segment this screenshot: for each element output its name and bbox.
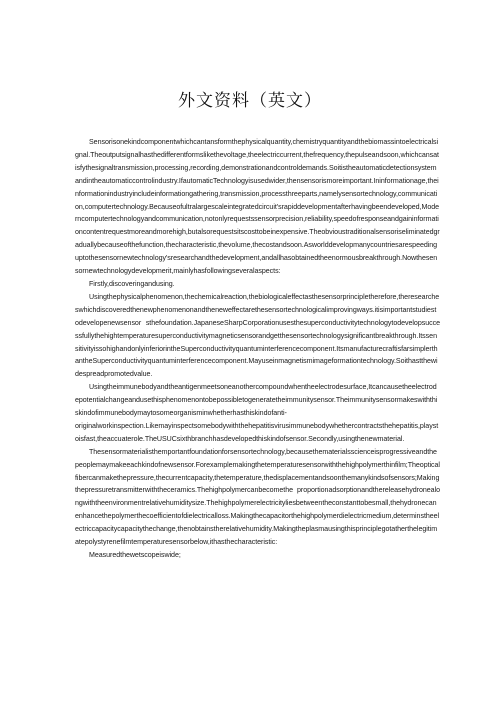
- page-title: 外文资料（英文）: [178, 91, 322, 111]
- paragraph-3: Usingthephysicalphenomenon,thechemicalreaction,thebiologicaleffectasthesensorprincipletherefore,theresearcheswhichdiscoveredthenewphenomenonandtheneweffectarethesensortechnologicalimprovingways.itisimportantstudiestodevelopenewsensor sthefoundation.JapaneseSharpCorporationusesthesuperconductivitytechnologytodevelopsuccessfullythehightemperaturesuperconductivitymagneticsensorandgetthesensortechnologysignificantbreakthrough.ItssensitivityissohighandonlyinferiorintheSuperconductivityquantuminterferencecomponent.ItsmanufacturecraftisfarsimplerthantheSuperconductivityquantuminterferencecomponent.Mayuseinmagnetismimageformationtechnology.Soithastthewidespreadpromotedvalue.: [75, 292, 440, 379]
- paragraph-2: Firstly,discoveringandusing.: [89, 279, 175, 288]
- paragraph-6: Thesensormaterialisthemportantfoundationforsensortechnology,becausethematerialsscienceisprogressiveandthepeoplemaymakeeachkindofnewsensor.Forexamplemakingthetemperaturesensorwiththehighpolymerthinfilm;Theopticalfibercanmakethepressure,thecurrentcapacity,thetemperature,thedisplacementandsoonthemanykindsofsensors;Makingthepressuretransmitterwiththeceramics.Thehighpolymercanbecomethe proportionadsorptionandthereleasehydronealongwiththeenvironmentrelativehumiditysize.Thehighpolymerelectricityliesbetweentheconstanttobesmall,thehydronecanenhancethepolymerthecoefficientofdielectricalloss.Makingthecapacitorthehighpolymerdielectricmedium,determinstheelectriccapacitycapacitythechange,thenobtainstherelativehumidity.Makingtheplasmausingthisprinciplegotatherthelegitimatepolystyrenefilmtemperaturesensorbelow,ithasthecharacteristic:: [75, 447, 440, 547]
- paragraph-4: Usingtheimmunebodyandtheantigenmeetsoneanothercompoundwhentheelectrodesurface,Itcancausetheelectrodepotentialchangeandusethisphenomenontobepossibletogeneratetheimmunitysensor.Theimmunitysensormakeswiththiskindofimmunebodymaytosomeorganisminwhetherhasthiskindofanti-: [75, 383, 438, 418]
- paragraph-5: originalworkinspection.Likemayinspectsomebodywiththehepatitisvirusimmunebodywhethercontractsthehepatitis,playstoisfast,theaccuaterole.TheUSUCsixthbranchhasdevelopedthiskindofsensor.Secondly,usingthenewmaterial.: [75, 421, 439, 443]
- paragraph-7: Measuredthewetscopeiswide;: [89, 551, 181, 559]
- paragraph-1: Sensorisonekindcomponentwhichcantansformthephysicalquantity,chemistryquantityandthebiomassintoelectricalsignal.Theoutputsignalhasthedifferentformslikethevoltage,theelectriccurrent,thefrequency,thepulseandsoon,whichcansatisfythesignaltransmission,processing,recording,demonstrationandcontroldemands.Soitistheautomaticdetectionsystemandintheautomaticcontrolindustry.IfautomaticTechnologyisusedwider,thensensorismoreimportant.Ininformationage,theinformationindustryincludeinformationgathering,transmission,processthreeparts,namelysensortechnology,communication,computertechnology.Becauseofultralargescaleintegratedcircuit'srapiddevelopmentafterhavingbeendeveloped,Moderncomputertechnologyandcommunication,notonlyrequestssensorprecision,reliability,speedofresponseandgaininformationcontentrequestmoreandmorehigh,butalsorequestsitscosttobeinexpensive.Theobvioustraditionalsensoriseliminatedgraduallybecauseofthefunction,thecharacteristic,thevolume,thecostandsoon.Asworlddevelopmanycountriesarespeedinguptothesensornewtechnology'sresearchandthedevelopment,andallhasobtainedtheenormousbreakthrough.Nowthesensornewtechnologydevelopmerit,mainlyhasfollowingseveralaspects:: [75, 138, 440, 276]
- document-body: [75, 136, 440, 562]
